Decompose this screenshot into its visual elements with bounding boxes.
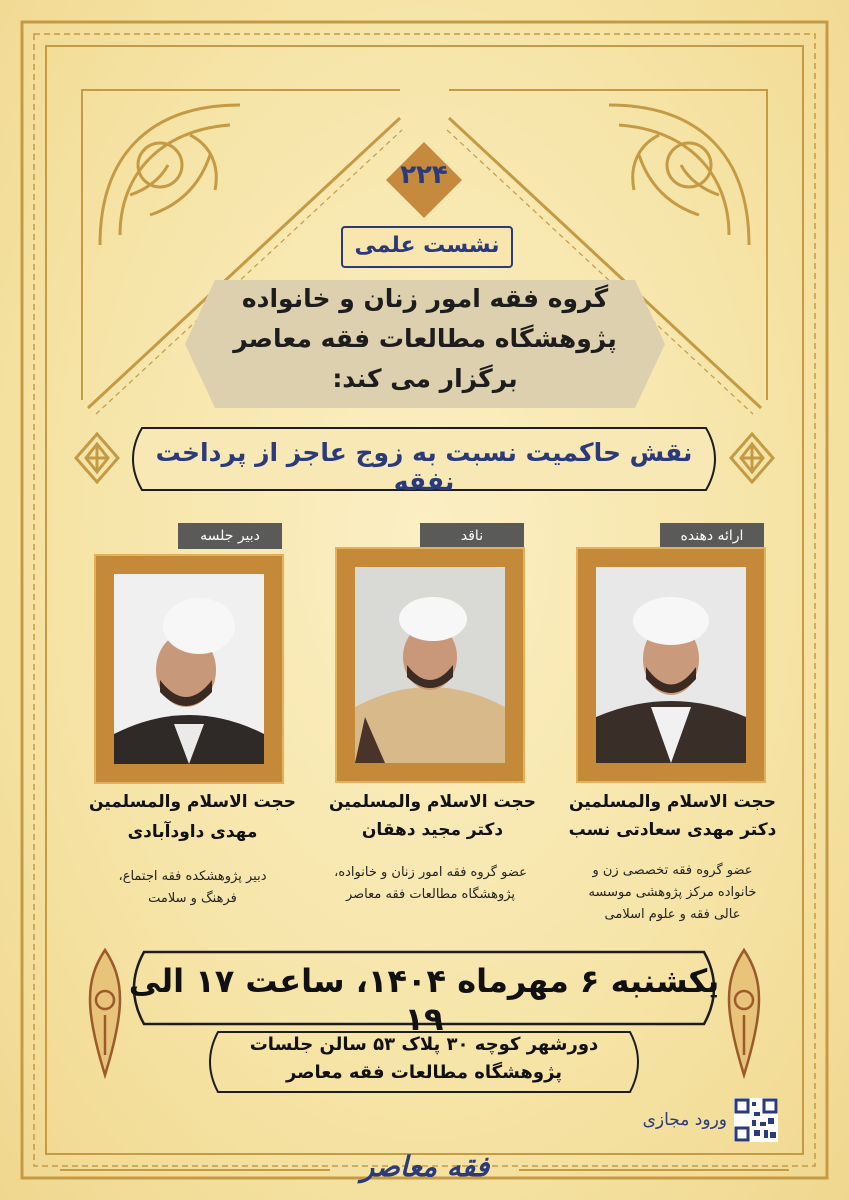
topic-title: نقش حاکمیت نسبت به زوج عاجز از پرداخت نفقه bbox=[155, 438, 693, 496]
presenter-description bbox=[565, 860, 780, 926]
date-time: یکشنبه ۶ مهرماه ۱۴۰۴، ساعت ۱۷ الی ۱۹ bbox=[128, 962, 720, 1038]
secretary-name: مهدی داودآبادی bbox=[127, 822, 258, 842]
presenter-name: دکتر مهدی سعادتی نسب bbox=[568, 820, 777, 840]
organizer-block bbox=[185, 280, 665, 408]
corner-ornament-icon bbox=[90, 95, 280, 265]
critic-name: دکتر مجید دهقان bbox=[361, 820, 504, 840]
presenter-desc-line: خانواده مرکز پژوهشی موسسه bbox=[588, 885, 757, 900]
critic-description bbox=[318, 862, 543, 906]
floral-ornament-icon bbox=[719, 945, 769, 1080]
role-tab-secretary: دبیر جلسه bbox=[178, 523, 282, 549]
address-line-2: پژوهشگاه مطالعات فقه معاصر bbox=[285, 1062, 563, 1083]
secretary-desc-line: دبیر پژوهشکده فقه اجتماع، bbox=[118, 869, 267, 884]
address-line-1: دورشهر کوچه ۳۰ پلاک ۵۳ سالن جلسات bbox=[249, 1034, 599, 1055]
secretary-title: حجت الاسلام والمسلمین bbox=[89, 792, 296, 812]
virtual-entry-label[interactable]: ورود مجازی bbox=[642, 1110, 727, 1130]
session-label: نشست علمی bbox=[341, 226, 513, 268]
secretary-desc-line: فرهنگ و سلامت bbox=[148, 891, 237, 906]
role-tab-critic: ناقد bbox=[420, 523, 524, 549]
organizer-line-1: گروه فقه امور زنان و خانواده bbox=[241, 284, 609, 313]
knot-ornament-icon bbox=[729, 432, 775, 484]
portrait-secretary bbox=[114, 574, 264, 764]
portrait-critic bbox=[355, 567, 505, 763]
organizer-line-2: پژوهشگاه مطالعات فقه معاصر bbox=[233, 324, 617, 353]
portrait-frame-presenter bbox=[578, 549, 764, 781]
presenter-desc-line: عالی فقه و علوم اسلامی bbox=[604, 907, 741, 922]
qr-code-icon[interactable] bbox=[734, 1098, 778, 1142]
presenter-desc-line: عضو گروه فقه تخصصی زن و bbox=[592, 863, 753, 878]
role-tab-presenter: ارائه دهنده bbox=[660, 523, 764, 549]
secretary-description bbox=[80, 866, 305, 910]
critic-title: حجت الاسلام والمسلمین bbox=[329, 792, 536, 812]
presenter-title: حجت الاسلام والمسلمین bbox=[569, 792, 776, 812]
portrait-presenter bbox=[596, 567, 746, 763]
portrait-frame-critic bbox=[337, 549, 523, 781]
session-number: ۲۲۴ bbox=[400, 160, 448, 190]
critic-desc-line: عضو گروه فقه امور زنان و خانواده، bbox=[334, 865, 527, 880]
critic-desc-line: پژوهشگاه مطالعات فقه معاصر bbox=[345, 887, 516, 902]
logo: فقه معاصر bbox=[360, 1150, 490, 1183]
organizer-line-3: برگزار می کند: bbox=[332, 364, 518, 393]
knot-ornament-icon bbox=[74, 432, 120, 484]
corner-ornament-icon bbox=[569, 95, 759, 265]
portrait-frame-secretary bbox=[96, 556, 282, 782]
